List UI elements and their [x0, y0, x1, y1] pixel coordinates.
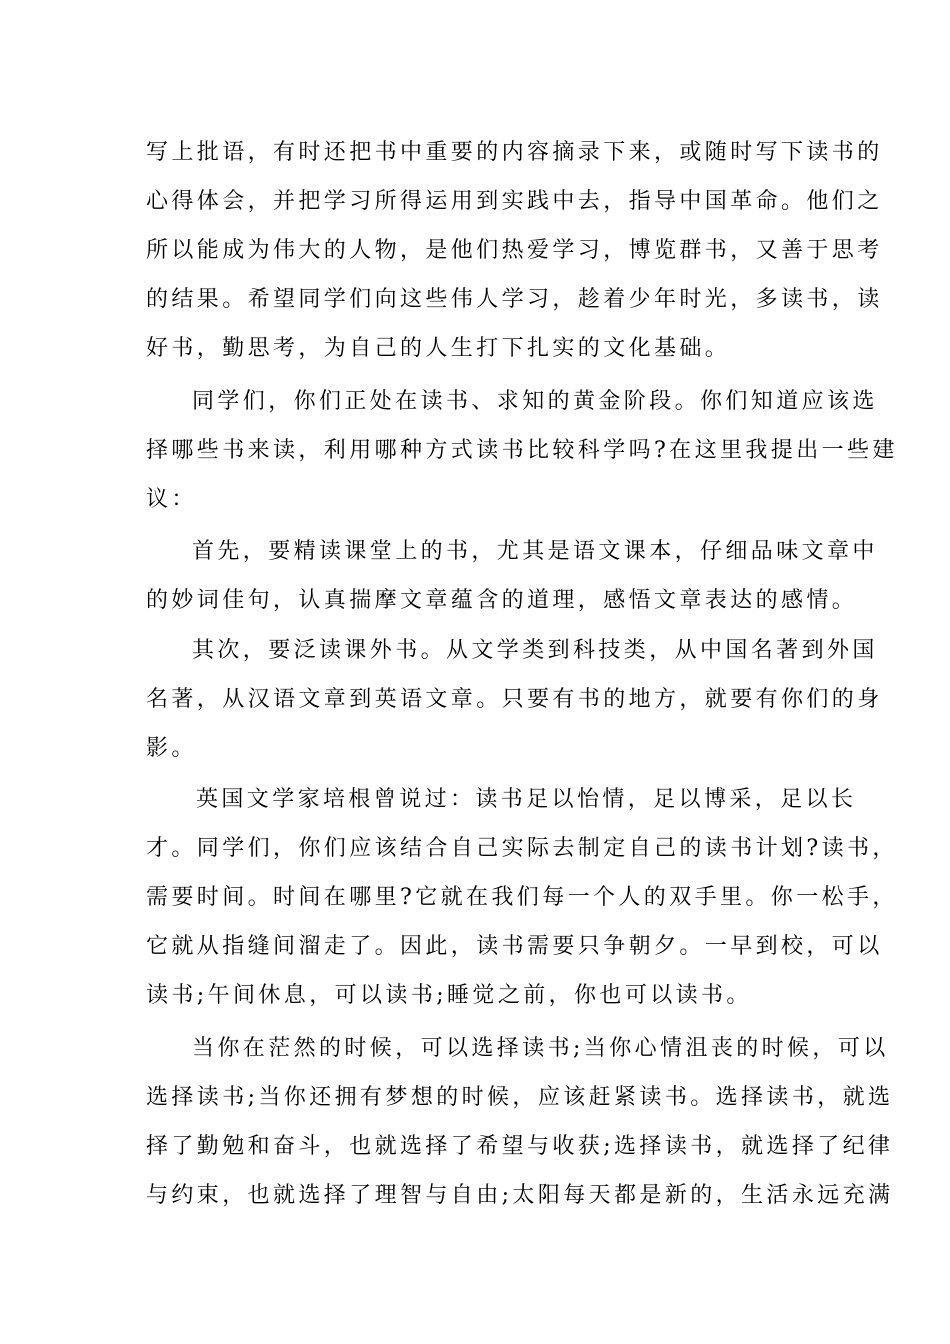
- text-line: 议：: [146, 487, 197, 512]
- paragraph-5: [146, 775, 898, 1020]
- text-line: 名著，从汉语文章到英语文章。只要有书的地方，就要有你们的身: [146, 687, 883, 712]
- text-line: 的妙词佳句，认真揣摩文章蕴含的道理，感悟文章表达的感情。: [146, 588, 858, 613]
- paragraph-3: [146, 527, 878, 625]
- text-line: 的结果。希望同学们向这些伟人学习，趁着少年时光，多读书，读: [146, 287, 883, 312]
- text-line: 才。同学们，你们应该结合自己实际去制定自己的读书计划?读书，: [146, 836, 898, 861]
- text-line: 写上批语，有时还把书中重要的内容摘录下来，或随时写下读书的: [146, 140, 883, 165]
- text-line: 其次，要泛读课外书。从文学类到科技类，从中国名著到外国: [192, 638, 878, 663]
- text-line: 择了勤勉和奋斗，也就选择了希望与收获;选择读书，就选择了纪律: [146, 1134, 894, 1159]
- text-line: 选择读书;当你还拥有梦想的时候，应该赶紧读书。选择读书，就选: [146, 1085, 894, 1110]
- text-line: 英国文学家培根曾说过：读书足以怡情，足以博采，足以长: [196, 787, 857, 812]
- paragraph-4: [146, 626, 883, 773]
- text-line: 它就从指缝间溜走了。因此，读书需要只争朝夕。一早到校，可以: [146, 934, 883, 959]
- text-line: 与约束，也就选择了理智与自由;太阳每天都是新的，生活永远充满: [146, 1183, 894, 1208]
- paragraph-2: [146, 377, 898, 524]
- paragraph-1: [146, 128, 883, 373]
- text-line: 心得体会，并把学习所得运用到实践中去，指导中国革命。他们之: [146, 189, 883, 214]
- text-line: 择哪些书来读，利用哪种方式读书比较科学吗?在这里我提出一些建: [146, 438, 898, 463]
- text-line: 好书，勤思考，为自己的人生打下扎实的文化基础。: [146, 336, 731, 361]
- text-line: 读书;午间休息，可以读书;睡觉之前，你也可以读书。: [146, 983, 752, 1008]
- paragraph-6: [146, 1024, 894, 1220]
- text-line: 需要时间。时间在哪里?它就在我们每一个人的双手里。你一松手，: [146, 885, 898, 910]
- text-line: 所以能成为伟大的人物，是他们热爱学习，博览群书，又善于思考: [146, 238, 883, 263]
- text-line: 同学们，你们正处在读书、求知的黄金阶段。你们知道应该选: [192, 389, 878, 414]
- text-line: 影。: [146, 736, 197, 761]
- text-line: 当你在茫然的时候，可以选择读书;当你心情沮丧的时候，可以: [192, 1036, 889, 1061]
- text-line: 首先，要精读课堂上的书，尤其是语文课本，仔细品味文章中: [192, 539, 878, 564]
